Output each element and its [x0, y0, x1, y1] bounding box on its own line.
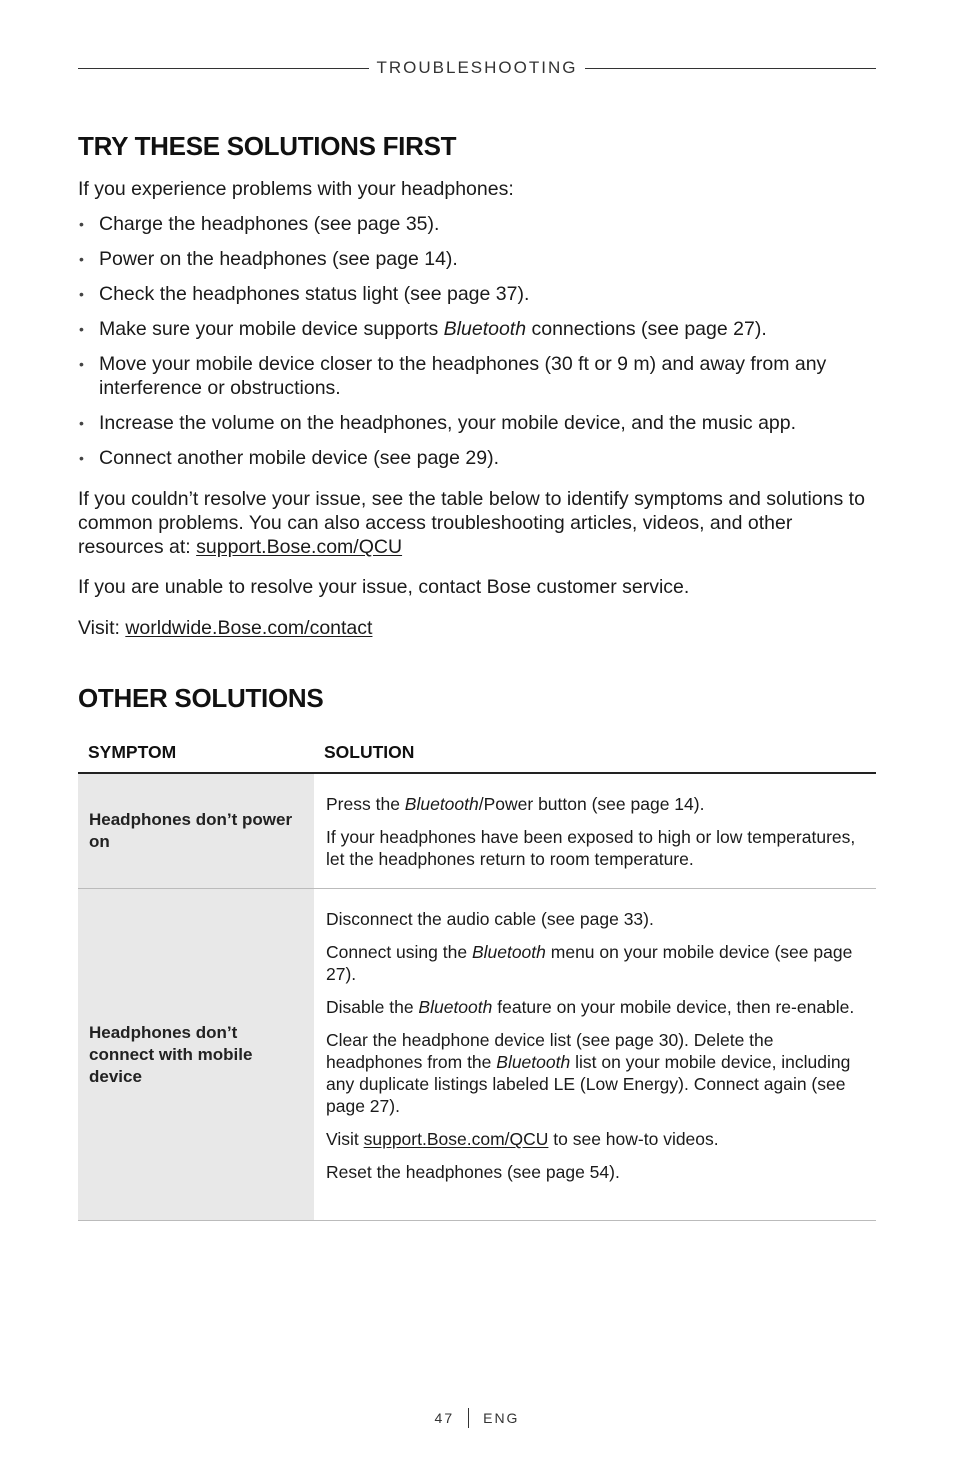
- solution-step: Press the Bluetooth/Power button (see page 14).: [326, 794, 705, 814]
- list-item: • Increase the volume on the headphones, your mobile device, and the music app.: [78, 411, 878, 435]
- solutions-table: [78, 742, 876, 1221]
- list-item: • Make sure your mobile device supports Bluetooth connections (see page 27).: [78, 317, 878, 341]
- list-item: • Charge the headphones (see page 35).: [78, 212, 878, 236]
- how-to-videos-link[interactable]: support.Bose.com/QCU: [363, 1129, 549, 1149]
- visit-paragraph: Visit: worldwide.Bose.com/contact: [78, 617, 373, 639]
- table-row: [78, 889, 876, 1221]
- solution-step: Visit support.Bose.com/QCU to see how-to videos.: [326, 1129, 719, 1149]
- solution-step: Clear the headphone device list (see page 30). Delete the headphones from the Bluetooth list on your mobile device, including any duplicate listings labeled LE (Low Energy). Connect again (see page 27).: [326, 1030, 851, 1116]
- solution-step: Reset the headphones (see page 54).: [326, 1162, 620, 1182]
- language-code: ENG: [483, 1410, 520, 1426]
- footer-divider: [468, 1408, 469, 1428]
- contact-paragraph: If you are unable to resolve your issue, contact Bose customer service.: [78, 576, 690, 598]
- solution-step: Disconnect the audio cable (see page 33).: [326, 909, 654, 929]
- intro-text: If you experience problems with your headphones:: [78, 178, 514, 200]
- list-item: • Move your mobile device closer to the headphones (30 ft or 9 m) and away from any interference or obstructions.: [78, 352, 878, 400]
- contact-link[interactable]: worldwide.Bose.com/contact: [125, 617, 373, 639]
- col-symptom: SYMPTOM: [88, 742, 177, 762]
- solution-cell: [314, 889, 876, 1220]
- solution-step: Disable the Bluetooth feature on your mobile device, then re-enable.: [326, 997, 855, 1017]
- support-link[interactable]: support.Bose.com/QCU: [196, 536, 403, 558]
- section-header: [78, 57, 876, 79]
- solution-step: If your headphones have been exposed to high or low temperatures, let the headphones return to room temperature.: [326, 827, 856, 869]
- heading-other-solutions: OTHER SOLUTIONS: [78, 683, 324, 713]
- symptom-cell: Headphones don’t connect with mobile device: [78, 889, 314, 1220]
- col-solution: SOLUTION: [324, 742, 415, 762]
- page-number: 47: [434, 1410, 455, 1426]
- header-rule-left: [78, 68, 369, 69]
- solutions-list: [78, 212, 878, 481]
- heading-try-first: TRY THESE SOLUTIONS FIRST: [78, 131, 457, 161]
- resources-paragraph: If you couldn’t resolve your issue, see the table below to identify symptoms and solutions to common problems. You can also access troubleshooting articles, videos, and other resources at: support.Bose.com/QCU: [78, 488, 865, 558]
- list-item: • Connect another mobile device (see page 29).: [78, 446, 878, 470]
- list-item: • Power on the headphones (see page 14).: [78, 247, 878, 271]
- table-header: [78, 742, 876, 774]
- symptom-cell: Headphones don’t power on: [78, 774, 314, 888]
- page-footer: [0, 1408, 954, 1428]
- table-row: [78, 774, 876, 889]
- header-rule-right: [585, 68, 876, 69]
- list-item: • Check the headphones status light (see page 37).: [78, 282, 878, 306]
- section-title: TROUBLESHOOTING: [376, 58, 578, 77]
- solution-cell: [314, 774, 876, 888]
- solution-step: Connect using the Bluetooth menu on your mobile device (see page 27).: [326, 942, 853, 984]
